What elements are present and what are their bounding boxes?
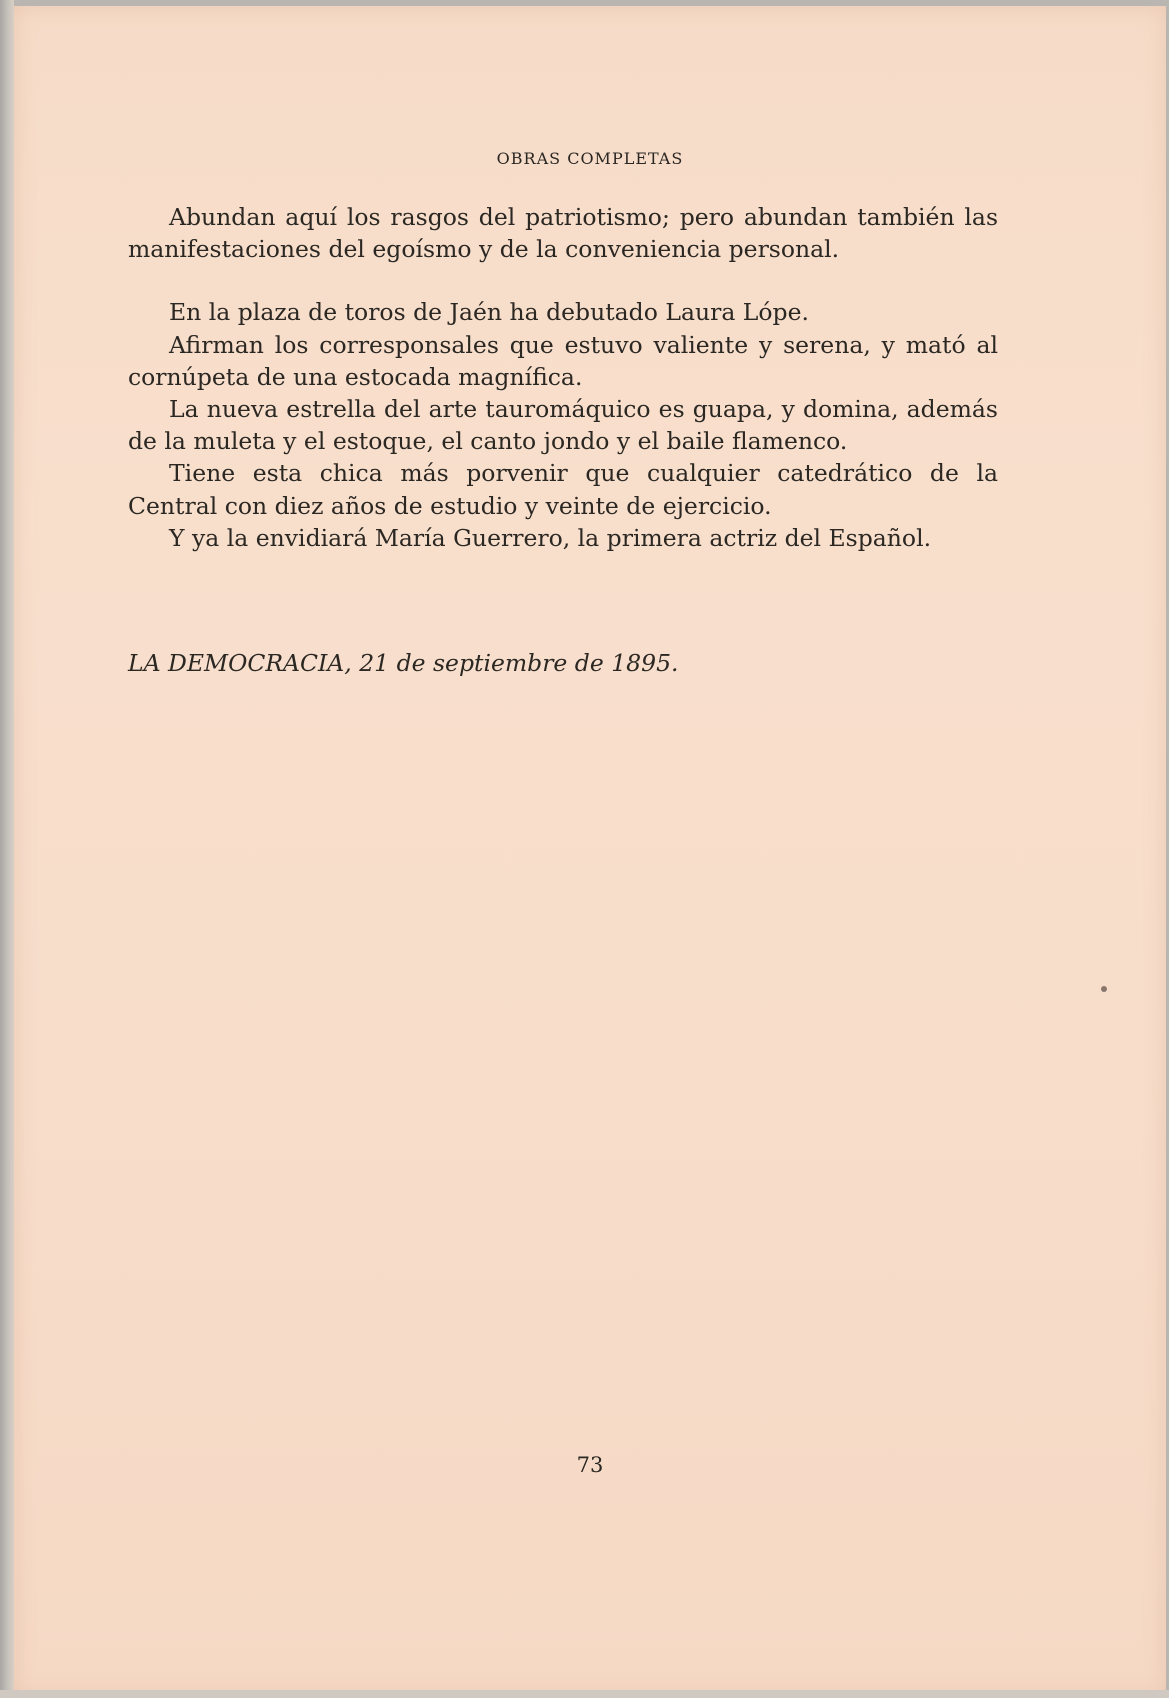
book-page xyxy=(14,6,1166,1696)
page-number: 73 xyxy=(576,1453,604,1477)
running-head: OBRAS COMPLETAS xyxy=(496,149,684,168)
paragraph: En la plaza de toros de Jaén ha debutado Laura Lópe. xyxy=(169,298,809,327)
paper-speck xyxy=(1101,986,1107,992)
scan-bottom-edge xyxy=(0,1690,1169,1698)
paragraph: Tiene esta chica más porvenir que cualquier catedrático de la Central con diez años de estudio y veinte de ejercicio. xyxy=(128,459,998,520)
paragraph: Y ya la envidiará María Guerrero, la primera actriz del Español. xyxy=(169,523,932,552)
paragraph: Abundan aquí los rasgos del patriotismo; pero abundan también las manifestaciones del egoísmo y de la conveniencia personal. xyxy=(128,203,998,264)
scan-left-edge xyxy=(0,0,14,1698)
paragraph: La nueva estrella del arte tauromáquico es guapa, y domina, además de la muleta y el estoque, el canto jondo y el baile flamenco. xyxy=(128,395,998,456)
paragraph: Afirman los corresponsales que estuvo valiente y serena, y mató al cornúpeta de una estocada magnífica. xyxy=(128,330,998,391)
source-dateline: LA DEMOCRACIA, 21 de septiembre de 1895. xyxy=(128,649,679,677)
body-text xyxy=(128,201,998,554)
